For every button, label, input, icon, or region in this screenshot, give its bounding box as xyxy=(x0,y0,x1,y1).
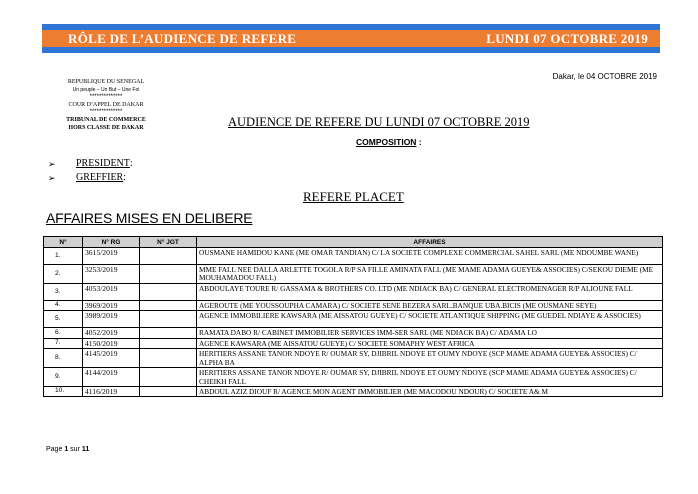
section-title: REFERE PLACET xyxy=(303,189,404,204)
role-president xyxy=(48,157,133,171)
table-row xyxy=(44,328,663,339)
title-banner-band xyxy=(42,30,660,47)
table-row xyxy=(44,300,663,311)
stars-divider: ************** xyxy=(89,109,123,116)
row-affaire: OUSMANE HAMIDOU KANE (ME OMAR TANDIAN) C/ LA SOCIETE COMPLEXE COMMERCIAL SAHEL SARL (ME NDOUMBE WANE) xyxy=(197,248,663,265)
row-affaire: AGENCE IMMOBILIERE KAWSARA (ME AISSATOU GUEYE) C/ SOCIETE ATLANTIQUE SHIPPING (ME GUEDEL NDIAYE & ASSOCIES) xyxy=(197,311,663,328)
row-number: 8. xyxy=(44,349,83,368)
role-suffix: : xyxy=(123,172,127,183)
row-number: 6. xyxy=(44,328,83,339)
role-greffier xyxy=(48,171,133,185)
row-jgt xyxy=(140,368,197,387)
col-header-number: N° xyxy=(44,237,83,248)
row-affaire: MME FALL NEE DALLA ARLETTE TOGOLA R/P SA FILLE AMINATA FALL (ME MAME ADAMA GUEYE& ASSOCIES) C/SEKOU DIEME (ME MOUHAMADOU FALL) xyxy=(197,265,663,284)
row-number: 10. xyxy=(44,386,83,397)
row-jgt xyxy=(140,338,197,349)
arrow-bullet-icon: ➢ xyxy=(48,159,56,169)
row-affaire: AGEROUTE (ME YOUSSOUPHA CAMARA) C/ SOCIETE SENE BEZERA SARL.BANQUE UBA.BICIS (ME OUSMANE SEYE) xyxy=(197,300,663,311)
row-rg: 4116/2019 xyxy=(83,386,140,397)
row-jgt xyxy=(140,386,197,397)
role-suffix: : xyxy=(129,158,133,169)
row-rg: 3253/2019 xyxy=(83,265,140,284)
table-row xyxy=(44,368,663,387)
row-rg: 3989/2019 xyxy=(83,311,140,328)
row-jgt xyxy=(140,283,197,300)
cour-line: COUR D’APPEL DE DAKAR xyxy=(68,101,144,108)
subsection-title: AFFAIRES MISES EN DELIBERE xyxy=(46,210,253,226)
row-affaire: HERITIERS ASSANE TANOR NDOYE R/ OUMAR SY, DJIBRIL NDOYE ET OUMY NDOYE (SCP MAME ADAMA GUEYE& ASSOCIES) C/ CHEIKH FALL xyxy=(197,368,663,387)
table-row xyxy=(44,386,663,397)
banner-title: RÔLE DE L’AUDIENCE DE REFERE xyxy=(68,30,297,46)
table-row xyxy=(44,349,663,368)
row-jgt xyxy=(140,311,197,328)
row-jgt xyxy=(140,248,197,265)
composition-label: COMPOSITION xyxy=(356,137,417,147)
row-rg: 3615/2019 xyxy=(83,248,140,265)
table-header-row xyxy=(44,237,663,248)
hors-classe-line: HORS CLASSE DE DAKAR xyxy=(68,124,144,131)
affaires-table xyxy=(43,236,663,397)
table-row xyxy=(44,283,663,300)
role-label: GREFFIER xyxy=(76,172,124,183)
page-sur: sur xyxy=(70,446,80,453)
col-header-jgt: N° JGT xyxy=(140,237,197,248)
republic-line: REPUBLIQUE DU SENEGAL xyxy=(67,79,145,85)
row-affaire: AGENCE KAWSARA (ME AISSATOU GUEYE) C/ SOCIETE SOMAPHY WEST AFRICA xyxy=(197,338,663,349)
page-footer xyxy=(46,446,89,453)
row-number: 3. xyxy=(44,283,83,300)
composition-heading xyxy=(356,137,422,147)
title-banner xyxy=(42,24,660,53)
tribunal-line: TRIBUNAL DE COMMERCE xyxy=(66,116,146,123)
row-rg: 4144/2019 xyxy=(83,368,140,387)
motto-line: Un peuple – Un But – Une Foi xyxy=(72,86,140,93)
row-number: 1. xyxy=(44,248,83,265)
row-jgt xyxy=(140,328,197,339)
dateline: Dakar, le 04 OCTOBRE 2019 xyxy=(552,72,657,81)
roles-list xyxy=(48,157,133,185)
row-rg: 3969/2019 xyxy=(83,300,140,311)
stars-divider: ************** xyxy=(89,94,123,101)
row-number: 9. xyxy=(44,368,83,387)
page-label: Page xyxy=(46,446,63,453)
row-jgt xyxy=(140,265,197,284)
table-row xyxy=(44,338,663,349)
col-header-rg: N° RG xyxy=(83,237,140,248)
composition-suffix: : xyxy=(416,137,422,147)
row-affaire: HERITIERS ASSANE TANOR NDOYE R/ OUMAR SY, DJIBRIL NDOYE ET OUMY NDOYE (SCP MAME ADAMA GUEYE& ASSOCIES) C/ ALPHA BA xyxy=(197,349,663,368)
institution-header xyxy=(44,79,168,132)
row-number: 5. xyxy=(44,311,83,328)
role-label: PRESIDENT xyxy=(76,158,130,169)
banner-date: LUNDI 07 OCTOBRE 2019 xyxy=(486,30,648,46)
page-number: 1 xyxy=(64,446,69,453)
row-number: 4. xyxy=(44,300,83,311)
row-number: 7. xyxy=(44,338,83,349)
row-number: 2. xyxy=(44,265,83,284)
row-jgt xyxy=(140,300,197,311)
row-rg: 4150/2019 xyxy=(83,338,140,349)
col-header-affaires: AFFAIRES xyxy=(197,237,663,248)
table-row xyxy=(44,265,663,284)
row-rg: 4145/2019 xyxy=(83,349,140,368)
row-rg: 4052/2019 xyxy=(83,328,140,339)
row-affaire: ABDOUL AZIZ DIOUF R/ AGENCE MON AGENT IMMOBILIER (ME MACODOU NDOUR) C/ SOCIETE A& M xyxy=(197,386,663,397)
page-total: 11 xyxy=(81,446,90,453)
row-jgt xyxy=(140,349,197,368)
audience-title: AUDIENCE DE REFERE DU LUNDI 07 OCTOBRE 2019 xyxy=(228,115,530,129)
table-row xyxy=(44,311,663,328)
row-affaire: RAMATA DABO R/ CABINET IMMOBILIER SERVICES IMM-SER SARL (ME NDIACK BA) C/ ADAMA LO xyxy=(197,328,663,339)
row-affaire: ABDOULAYE TOURE R/ GASSAMA & BROTHERS CO. LTD (ME NDIACK BA) C/ GENERAL ELECTROMENAGER R/P ALIOUNE FALL xyxy=(197,283,663,300)
row-rg: 4053/2019 xyxy=(83,283,140,300)
arrow-bullet-icon: ➢ xyxy=(48,173,56,183)
table-row xyxy=(44,248,663,265)
